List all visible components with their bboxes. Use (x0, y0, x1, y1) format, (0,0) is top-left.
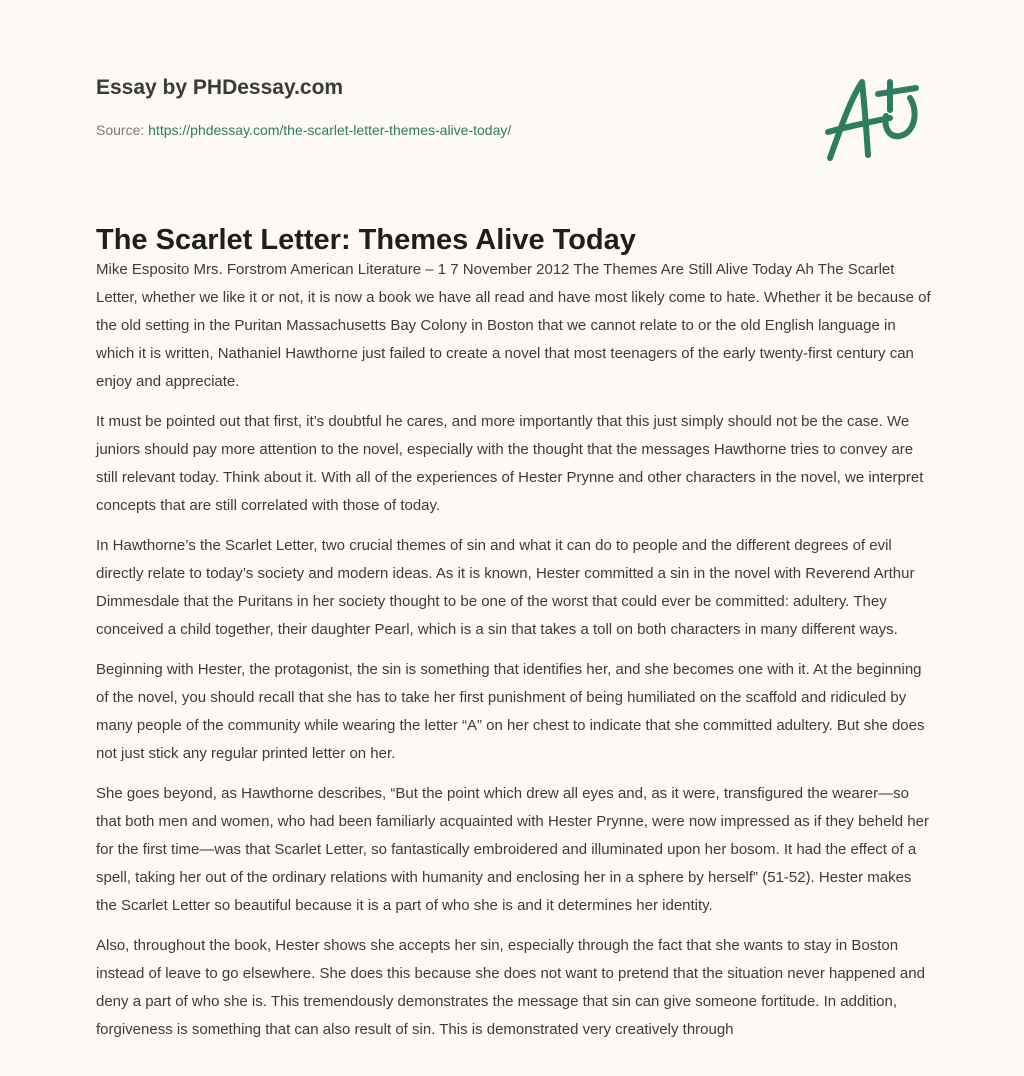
article-title: The Scarlet Letter: Themes Alive Today (96, 224, 636, 256)
paragraph: She goes beyond, as Hawthorne describes, “But the point which drew all eyes and, as it were, transfigured the wearer—so that both men and women, who had been familiarly acquainted with Hester Prynne, were now impressed as if they beheld her for the first time—was that Scarlet Letter, so fantastically embroidered and illuminated upon her bosom. It had the effect of a spell, taking her out of the ordinary relations with humanity and enclosing her in a sphere by herself” (51-52). Hester makes the Scarlet Letter so beautiful because it is a part of who she is and it determines her identity. (96, 785, 929, 914)
source-label: Source: (96, 122, 145, 138)
site-title: Essay by PHDessay.com (96, 76, 344, 99)
paragraph: It must be pointed out that first, it’s doubtful he cares, and more importantly that this just simply should not be the case. We juniors should pay more attention to the novel, especially with the thought that the messages Hawthorne tries to convey are still relevant today. Think about it. With all of the experiences of Hester Prynne and other characters in the novel, we interpret concepts that are still correlated with those of today. (96, 413, 924, 514)
a-plus-logo-icon (820, 70, 930, 165)
source-link[interactable]: https://phdessay.com/the-scarlet-letter-themes-alive-today/ (148, 122, 512, 138)
article-body (96, 256, 932, 1056)
paragraph: Also, throughout the book, Hester shows she accepts her sin, especially through the fact that she wants to stay in Boston instead of leave to go elsewhere. She does this because she does not want to pretend that the situation never happened and deny a part of who she is. This tremendously demonstrates the message that sin can give someone fortitude. In addition, forgiveness is something that can also result of sin. This is demonstrated very creatively through (96, 937, 925, 1038)
paragraph: Mike Esposito Mrs. Forstrom American Literature – 1 7 November 2012 The Themes Are Still Alive Today Ah The Scarlet Letter, whether we like it or not, it is now a book we have all read and have most likely come to hate. Whether it be because of the old setting in the Puritan Massachusetts Bay Colony in Boston that we cannot relate to or the old English language in which it is written, Nathaniel Hawthorne just failed to create a novel that most teenagers of the early twenty-first century can enjoy and appreciate. (96, 261, 931, 390)
source-line (96, 122, 511, 138)
page-header (96, 76, 511, 138)
paragraph: Beginning with Hester, the protagonist, the sin is something that identifies her, and she becomes one with it. At the beginning of the novel, you should recall that she has to take her first punishment of being humiliated on the scaffold and ridiculed by many people of the community while wearing the letter “A” on her chest to indicate that she committed adultery. But she does not just stick any regular printed letter on her. (96, 661, 925, 762)
paragraph: In Hawthorne’s the Scarlet Letter, two crucial themes of sin and what it can do to people and the different degrees of evil directly relate to today’s society and modern ideas. As it is known, Hester committed a sin in the novel with Reverend Arthur Dimmesdale that the Puritans in her society thought to be one of the worst that could ever be committed: adultery. They conceived a child together, their daughter Pearl, which is a sin that takes a toll on both characters in many different ways. (96, 537, 915, 638)
